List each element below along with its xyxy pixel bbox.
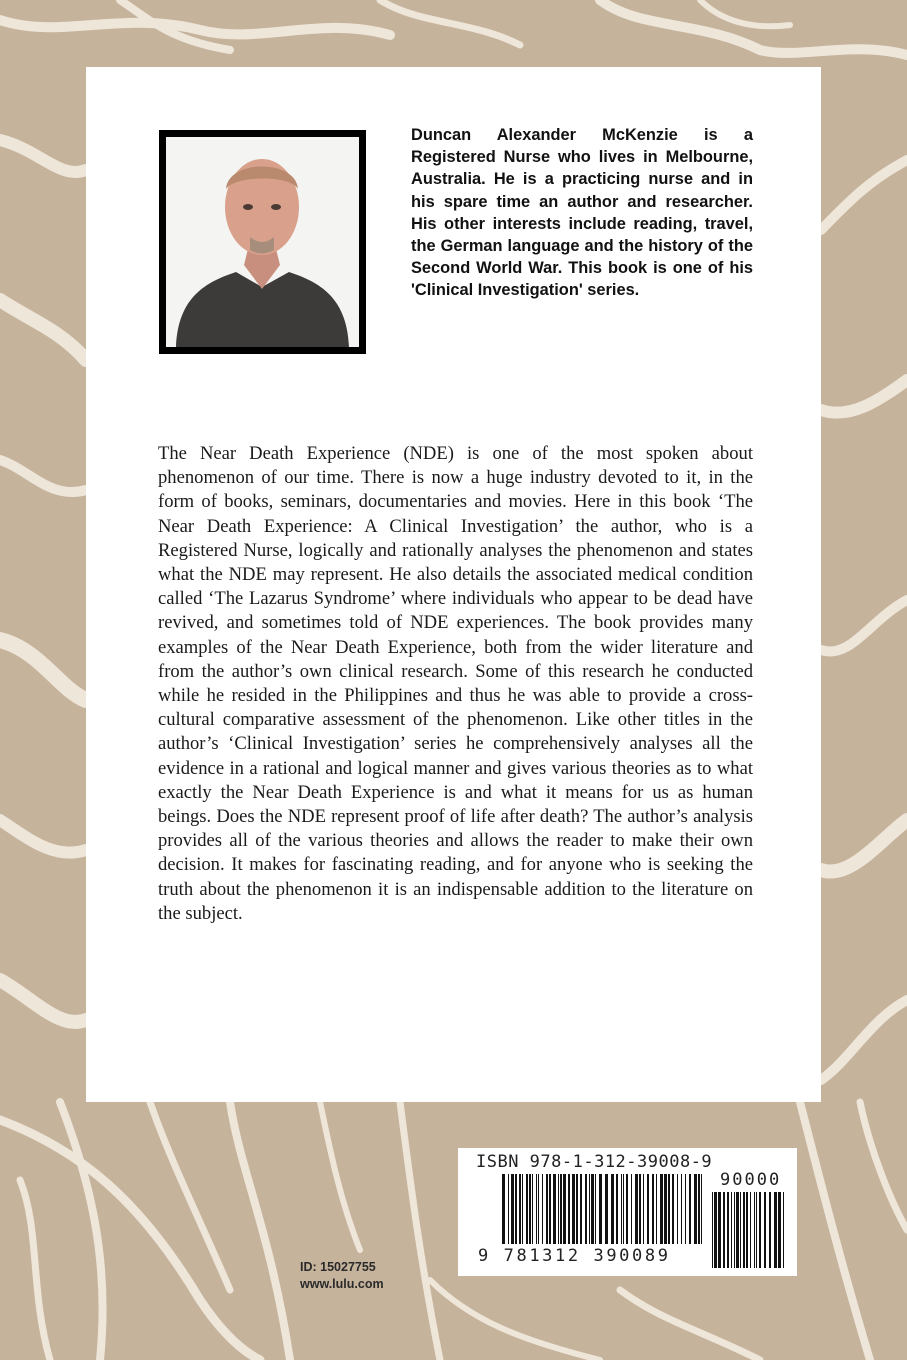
barcode-addon-digits: 90000 [720,1170,782,1190]
barcode-bars [502,1174,702,1244]
isbn-label: ISBN 978-1-312-39008-9 [476,1152,713,1172]
barcode-addon-bars [712,1192,786,1268]
author-portrait-image [166,137,359,347]
author-bio: Duncan Alexander McKenzie is a Registered Nurse who lives in Melbourne, Australia. He is a practicing nurse and in his spare time an author and researcher. His other interests include reading, travel, the German language and the history of the Second World War. This book is one of his 'Clinical Investigation' series. [411,126,753,300]
book-description: The Near Death Experience (NDE) is one of the most spoken about phenomenon of our time. There is now a huge industry devoted to it, in the form of books, seminars, documentaries and movies. Here in this book ‘The Near Death Experience: A Clinical Investigation’ the author, who is a Registered Nurse, logically and rationally analyses the phenomenon and states what the NDE may represent. He also details the associated medical condition called ‘The Lazarus Syndrome’ where individuals who appear to be dead have revived, and sometimes told of NDE experiences. The book provides many examples of the Near Death Experience, both from the wider literature and from the author’s own clinical research. Some of this research he conducted while he resided in the Philippines and thus he was able to provide a cross-cultural comparative assessment of the phenomenon. Like other titles in the author’s ‘Clinical Investigation’ series he comprehensively analyses all the evidence in a rational and logical manner and gives various theories as to what exactly the Near Death Experience is and what it means for us as human beings. Does the NDE represent proof of life after death? The author’s analysis provides all of the various theories and allows the reader to make their own decision. It makes for fascinating reading, and for anyone who is seeking the truth about the phenomenon it is an indispensable addition to the literature on the subject. [158,443,753,924]
barcode-digits: 9 781312 390089 [478,1246,671,1266]
isbn-barcode [458,1148,797,1276]
publisher-url: www.lulu.com [300,1277,384,1291]
publisher-id: ID: 15027755 [300,1260,376,1274]
author-photo [159,130,366,354]
